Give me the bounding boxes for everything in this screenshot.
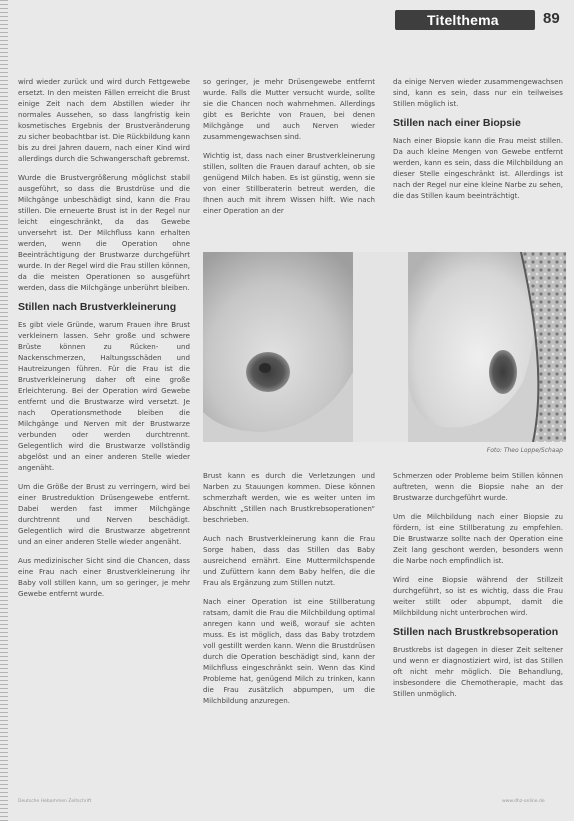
subheading-biopsie: Stillen nach einer Biopsie xyxy=(393,117,521,129)
paragraph: Auch nach Brustverkleinerung kann die Frau Sorge haben, dass das Stillen das Baby ausreichend ernährt. Eine Muttermilchspende und Zufüttern kann dem Baby helfen, die die Frau als Ergänzung zum Stillen nutzt. xyxy=(203,534,375,587)
paragraph: Schmerzen oder Probleme beim Stillen können auftreten, wenn die Biopsie nahe an der Brustwarze durchgeführt wurde. xyxy=(393,471,563,502)
paragraph: Um die Größe der Brust zu verringern, wird bei einer Brustreduktion Drüsengewebe entfernt. Dabei werden fast immer Milchgänge durchtrennt und Nerven beschädigt. Gelegentlich wird die Brustwarze abgetrennt und an einer anderen Stelle wieder angenäht. xyxy=(18,482,190,546)
footer-website: www.dhz-online.de xyxy=(502,799,545,804)
column-3-bottom xyxy=(393,470,563,707)
paragraph: Es gibt viele Gründe, warum Frauen ihre Brust verkleinern lassen. Sehr große und schwere Brüste können zu Rücken- und Nackenschmerzen, Haltungsschäden und Hautreizungen führen. Für die Frau ist die Brustverkleinerung daher oft eine große Erleichterung. Bei der Operation wird Gewebe entfernt und die Brustwarze wird versetzt. Je nach Operationsmethode bleiben die Milchgänge und Nerven mit der Brustwarze verbunden oder werden durchtrennt. Gelegentlich wird die Brustwarze vollständig abgelöst und an einer anderen Stelle wieder angenäht. xyxy=(18,320,190,472)
paragraph: Nach einer Biopsie kann die Frau meist stillen. Da auch kleine Mengen von Gewebe entfernt werden, kann es sein, dass die Milchbildung an dieser Stelle eingeschränkt ist. Allerdings ist nach der Regel nur eine kleine Narbe zu sehen, die das Stillen kaum beeinträchtigt. xyxy=(393,136,563,200)
paragraph: Um die Milchbildung nach einer Biopsie zu fördern, ist eine Stillberatung zu empfehlen. Die Brustwarze sollte nach der Operation eine Zeit lang geschont werden, besonders wenn die Narbe noch empfindlich ist. xyxy=(393,512,563,565)
photo-illustration xyxy=(203,252,566,442)
paragraph: da einige Nerven wieder zusammengewachsen sind, kann es sein, dass nur ein teilweises Stillen möglich ist. xyxy=(393,77,563,108)
page-number: 89 xyxy=(543,10,560,27)
subheading-brustverkleinerung: Stillen nach Brustverkleinerung xyxy=(18,301,177,313)
footer-publication: Deutsche Hebammen Zeitschrift xyxy=(18,799,92,804)
column-2-bottom xyxy=(203,470,375,714)
paragraph: wird wieder zurück und wird durch Fettgewebe ersetzt. In den meisten Fällen erreicht die Brust einige Zeit nach dem Abstillen wieder ihr normales Aussehen, so dass langfristig kein kosmetisches Ergebnis der Brustveränderung zu sicher beobachtbar ist. Die Rückbildung kann bis zu drei Jahren dauern, nach einer Kind wird allerdings durch die Schwangerschaft gebremst. xyxy=(18,77,190,163)
column-1 xyxy=(18,76,190,607)
binding-edge xyxy=(0,0,8,821)
paragraph: Wird eine Biopsie während der Stillzeit durchgeführt, so ist es wichtig, dass die Frau weiter stillt oder abpumpt, damit die Milchbildung nicht unterbrochen wird. xyxy=(393,575,563,617)
photo-caption: Foto: Theo Loppe/Schaap xyxy=(486,447,563,454)
paragraph: Brust kann es durch die Verletzungen und Narben zu Stauungen kommen. Diese können schmerzhaft werden, wie es weiter unten im Abschnitt „Stillen nach Brustkrebsoperationen“ beschrieben. xyxy=(203,471,375,524)
breast-photo xyxy=(203,252,566,442)
paragraph: Wichtig ist, dass nach einer Brustverkleinerung stillen, sollten die Frauen darauf achten, ob sie genügend Milch haben. Es ist günstig, wenn sie von einer Stillberaterin betreut werden, die Ihnen auch mit ihrem Wissen hilft. Wie nach einer Operation an der xyxy=(203,151,375,215)
column-2-top xyxy=(203,76,375,224)
paragraph: Brustkrebs ist dagegen in dieser Zeit seltener und wenn er diagnostiziert wird, ist das Stillen oft nicht mehr möglich. Die Behandlung, insbesondere die Chemotherapie, macht das Stillen unmöglich. xyxy=(393,645,563,698)
subheading-brustkrebsoperation: Stillen nach Brustkrebsoperation xyxy=(393,626,559,638)
section-title: Titelthema xyxy=(427,12,499,28)
section-header-bar xyxy=(395,10,535,30)
paragraph: Wurde die Brustvergrößerung möglichst stabil ausgeführt, so dass die Brustdrüse und die Milchgänge unbeschädigt sind, kann die Frau stillen. Die erneuerte Brust ist in der Regel nur leicht eingeschränkt, da das Gewebe unversehrt ist. Der Milchfluss kann erhalten werden, wenn die Operation ohne Beeinträchtigung der Brustwarze durchgeführt wurde. In der Regel wird die Frau stillen können, da die meisten Operationen so ausgeführt werden, dass die Milchgänge unberührt bleiben. xyxy=(18,173,190,292)
paragraph: so geringer, je mehr Drüsengewebe entfernt wurde. Falls die Mutter versucht wurde, sollte sie die Chancen noch wahrnehmen. Allerdings gibt es Berichte von Frauen, bei denen Milchgänge und auch Nerven wieder zusammengewachsen sind. xyxy=(203,77,375,141)
paragraph: Nach einer Operation ist eine Stillberatung ratsam, damit die Frau die Milchbildung optimal anregen kann und weiß, worauf sie achten muss. Es ist möglich, dass das Baby trotzdem voll gestillt werden kann. Wenn die Brustdrüsen durch die Operation beschädigt sind, kann der Milchfluss eingeschränkt sein. Wenn das Kind Probleme hat, genügend Milch zu trinken, kann die Frau zusätzlich abpumpen, um die Milchbildung anzuregen. xyxy=(203,597,375,705)
column-3-top xyxy=(393,76,563,209)
paragraph: Aus medizinischer Sicht sind die Chancen, dass eine Frau nach einer Brustverkleinerung ihr Baby voll stillen kann, um so geringer, je mehr Gewebe entfernt wurde. xyxy=(18,556,190,598)
